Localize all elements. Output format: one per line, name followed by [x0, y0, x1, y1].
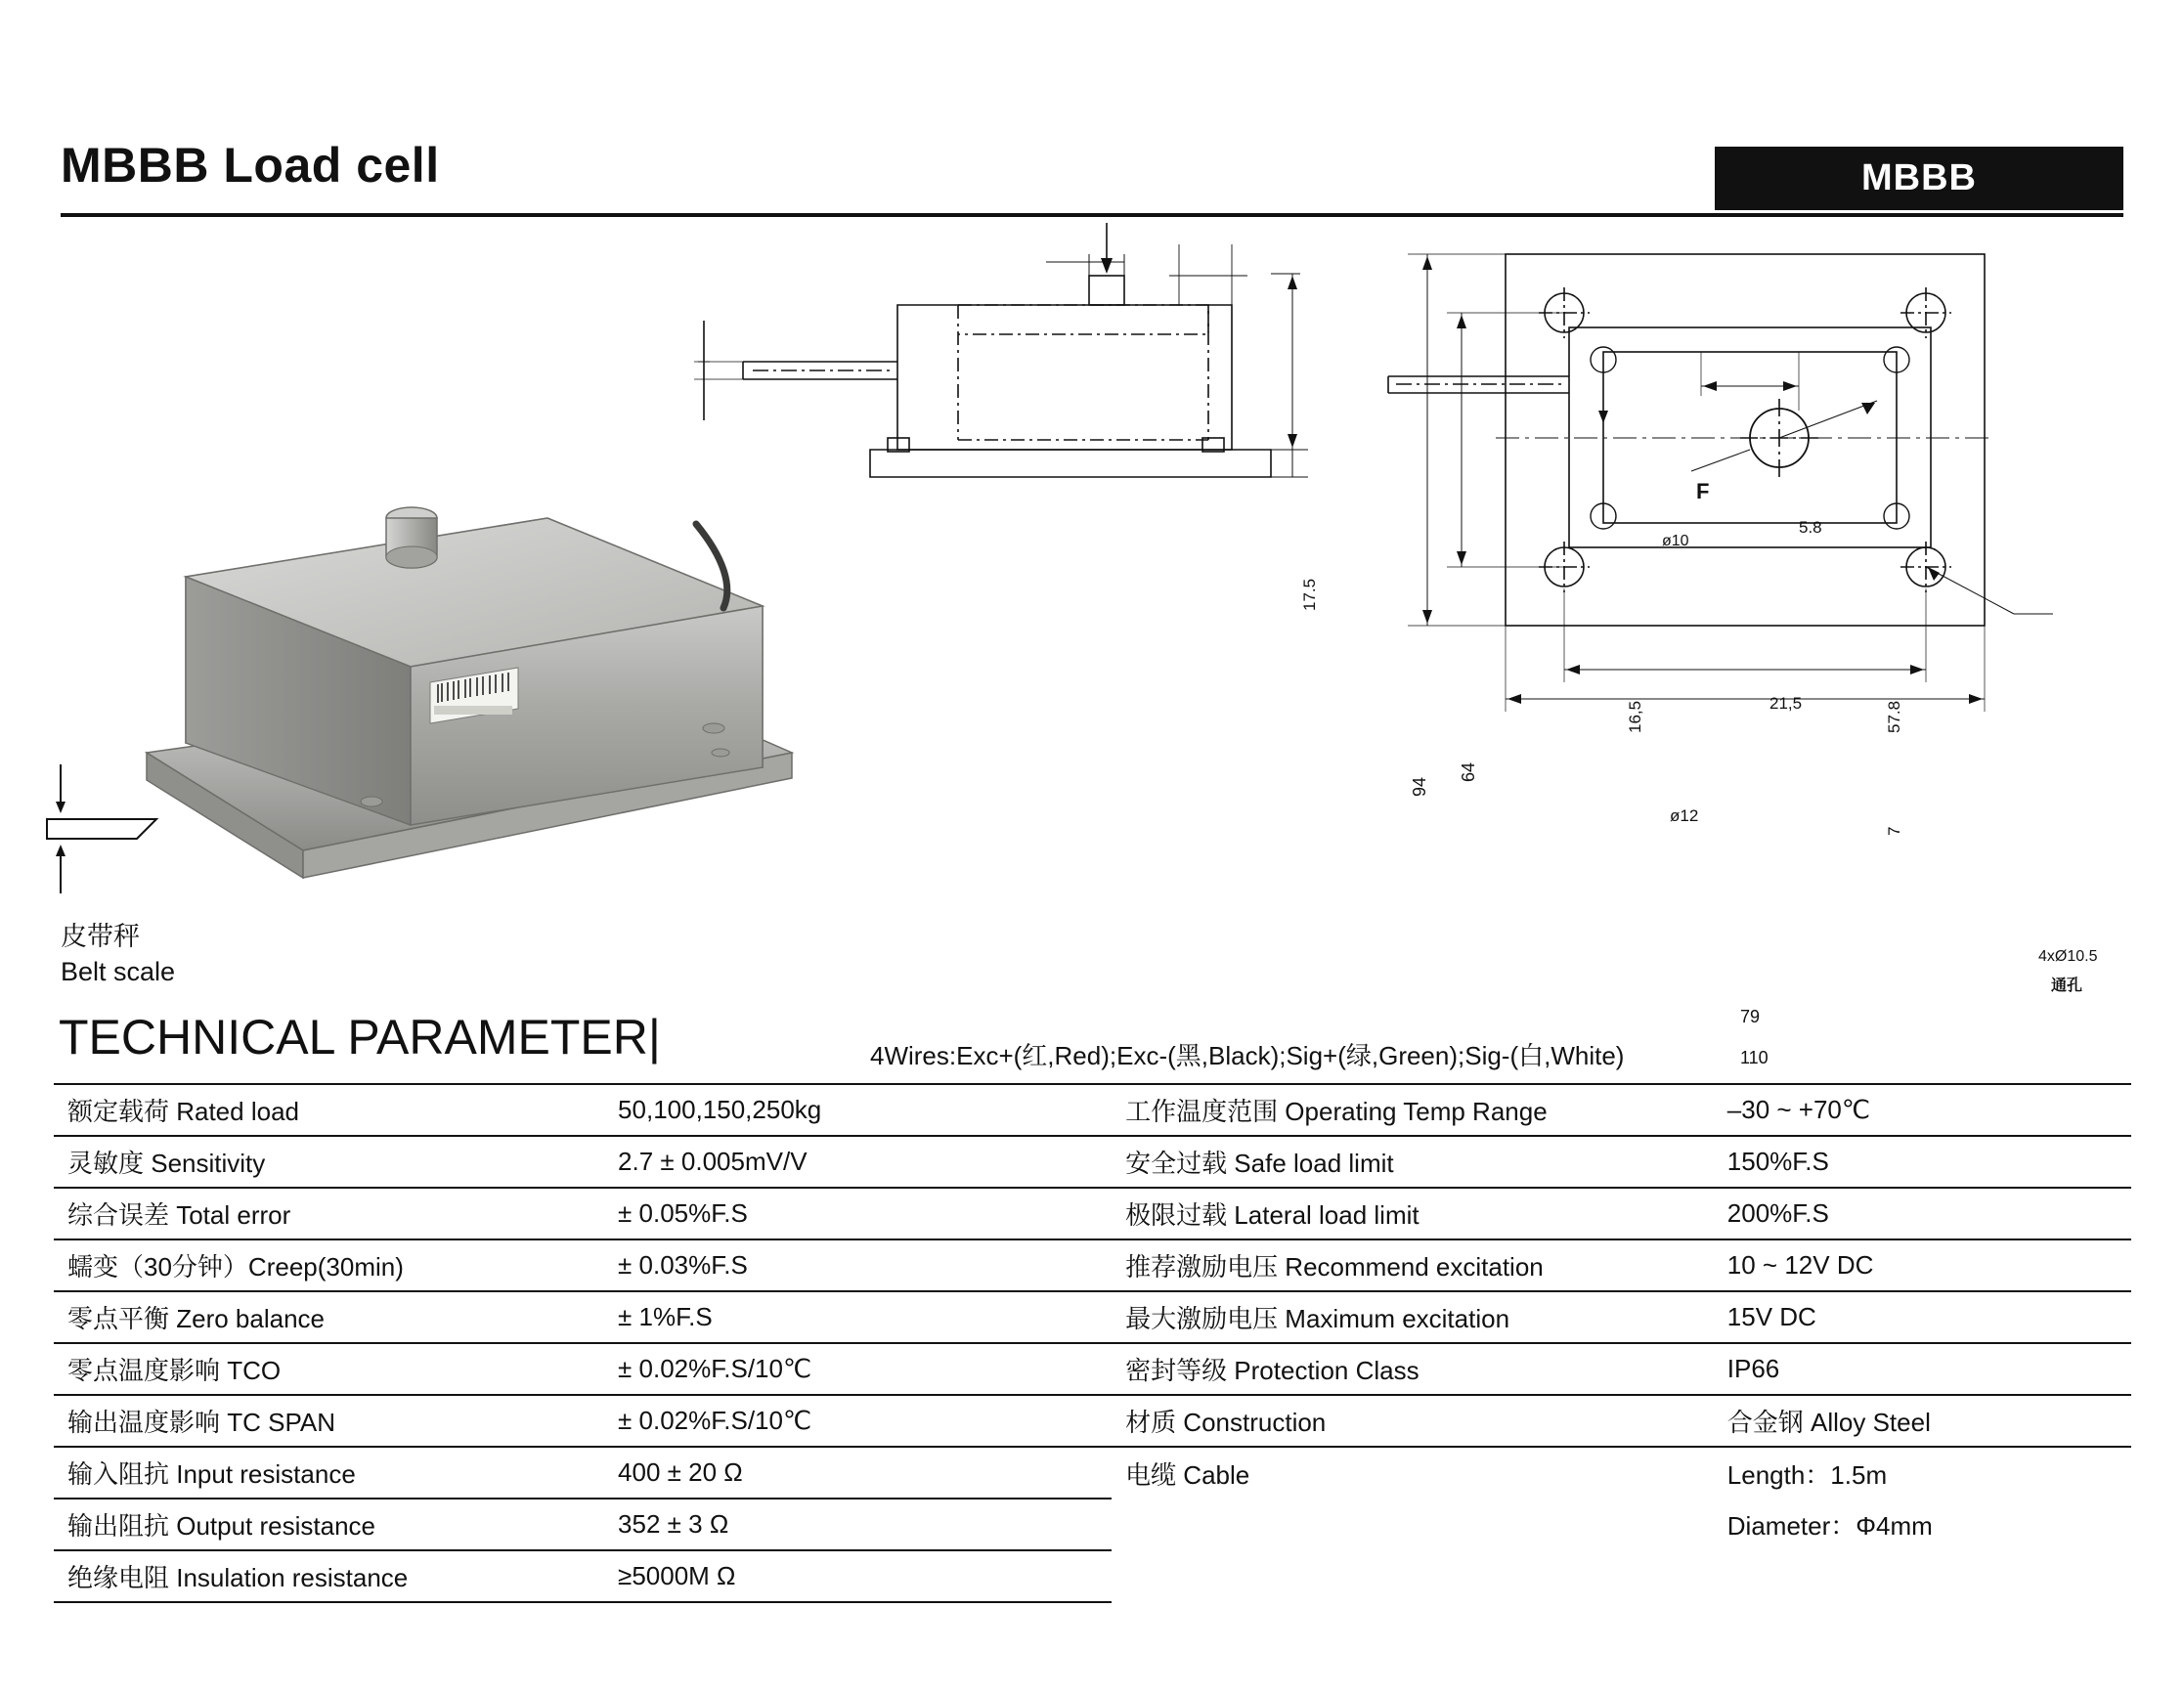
- dim-force: F: [1696, 479, 1710, 503]
- spec-label: 材质 Construction: [1112, 1395, 1718, 1447]
- spec-label: 综合误差 Total error: [54, 1188, 608, 1239]
- plan-view-drawing: [1369, 215, 2082, 782]
- table-row: [54, 1499, 2131, 1550]
- dim-corner-holes: 4xØ10.5: [2038, 948, 2098, 965]
- table-row: [54, 1395, 2131, 1447]
- spec-value: –30 ~ +70℃: [1718, 1084, 2131, 1136]
- dim-center-hole: ø12: [1670, 806, 1699, 825]
- dim-top-hole: ø10: [1662, 533, 1689, 549]
- spec-label: 工作温度范围 Operating Temp Range: [1112, 1084, 1718, 1136]
- technical-parameter-title: TECHNICAL PARAMETER|: [59, 1010, 661, 1065]
- dim-94: 94: [1410, 776, 1429, 797]
- spec-value: ± 0.02%F.S/10℃: [608, 1343, 1112, 1395]
- spec-value: [1718, 1550, 2131, 1602]
- spec-label: 最大激励电压 Maximum excitation: [1112, 1291, 1718, 1343]
- dim-body-height: 57.8: [1885, 700, 1903, 733]
- spec-value: IP66: [1718, 1343, 2131, 1395]
- spec-value: ± 1%F.S: [608, 1291, 1112, 1343]
- spec-value: Diameter：Φ4mm: [1726, 1511, 1933, 1541]
- table-row: [54, 1136, 2131, 1188]
- spec-label: 灵敏度 Sensitivity: [54, 1136, 608, 1188]
- caption-en: Belt scale: [61, 957, 176, 987]
- spec-label: 电缆 Cable: [1112, 1447, 1718, 1499]
- spec-value: 2.7 ± 0.005mV/V: [608, 1136, 1112, 1188]
- table-row: [54, 1239, 2131, 1291]
- specifications-table: [54, 1083, 2131, 1603]
- table-row: [54, 1550, 2131, 1602]
- spec-label: 输出阻抗 Output resistance: [54, 1499, 608, 1550]
- dim-110: 110: [1740, 1048, 1769, 1067]
- dim-top-plate-thickness: 5.8: [1799, 518, 1822, 537]
- spec-label: 绝缘电阻 Insulation resistance: [54, 1550, 608, 1602]
- table-row: [54, 1084, 2131, 1136]
- table-row: [54, 1343, 2131, 1395]
- spec-value: 合金钢 Alloy Steel: [1718, 1395, 2131, 1447]
- spec-label: 零点平衡 Zero balance: [54, 1291, 608, 1343]
- dim-base-thickness: 7: [1885, 826, 1903, 836]
- figure-caption: [61, 919, 175, 990]
- elevation-drawing: [587, 215, 1330, 626]
- spec-value: ≥5000M Ω: [608, 1550, 1112, 1602]
- spec-value: 15V DC: [1718, 1291, 2131, 1343]
- spec-value: 150%F.S: [1718, 1136, 2131, 1188]
- spec-label: 极限过载 Lateral load limit: [1112, 1188, 1718, 1239]
- spec-value: ± 0.05%F.S: [608, 1188, 1112, 1239]
- dim-21-5: 21,5: [1769, 694, 1803, 713]
- spec-label: 输入阻抗 Input resistance: [54, 1447, 608, 1499]
- wiring-note: 4Wires:Exc+(红,Red);Exc-(黑,Black);Sig+(绿,Green);Sig-(白,White): [870, 1041, 1625, 1070]
- dim-corner-holes-zh: 通孔: [2051, 978, 2083, 994]
- spec-label: [1112, 1550, 1718, 1602]
- spec-label: [1112, 1499, 1718, 1550]
- spec-value: ± 0.03%F.S: [608, 1239, 1112, 1291]
- spec-value: 400 ± 20 Ω: [608, 1447, 1112, 1499]
- dim-64: 64: [1459, 761, 1478, 782]
- caption-zh: 皮带秤: [61, 922, 140, 951]
- spec-label: 输出温度影响 TC SPAN: [54, 1395, 608, 1447]
- dim-cable-height: 17.5: [1300, 578, 1319, 611]
- table-row: [54, 1291, 2131, 1343]
- table-row: [54, 1447, 2131, 1499]
- table-row: [54, 1188, 2131, 1239]
- page-title: MBBB Load cell: [61, 138, 440, 193]
- spec-label: 密封等级 Protection Class: [1112, 1343, 1718, 1395]
- dim-16-5: 16,5: [1626, 700, 1644, 733]
- spec-value: ± 0.02%F.S/10℃: [608, 1395, 1112, 1447]
- spec-value: Length：1.5m: [1718, 1447, 2131, 1499]
- spec-label: 额定载荷 Rated load: [54, 1084, 608, 1136]
- spec-label: 蠕变（30分钟）Creep(30min): [54, 1239, 608, 1291]
- spec-label: 推荐激励电压 Recommend excitation: [1112, 1239, 1718, 1291]
- spec-value: 352 ± 3 Ω: [608, 1499, 1112, 1550]
- spec-label: 安全过载 Safe load limit: [1112, 1136, 1718, 1188]
- model-badge: MBBB: [1715, 147, 2123, 210]
- dim-79: 79: [1740, 1007, 1761, 1026]
- spec-value: 10 ~ 12V DC: [1718, 1239, 2131, 1291]
- spec-label: 零点温度影响 TCO: [54, 1343, 608, 1395]
- spec-value: 50,100,150,250kg: [608, 1084, 1112, 1136]
- spec-value: 200%F.S: [1718, 1188, 2131, 1239]
